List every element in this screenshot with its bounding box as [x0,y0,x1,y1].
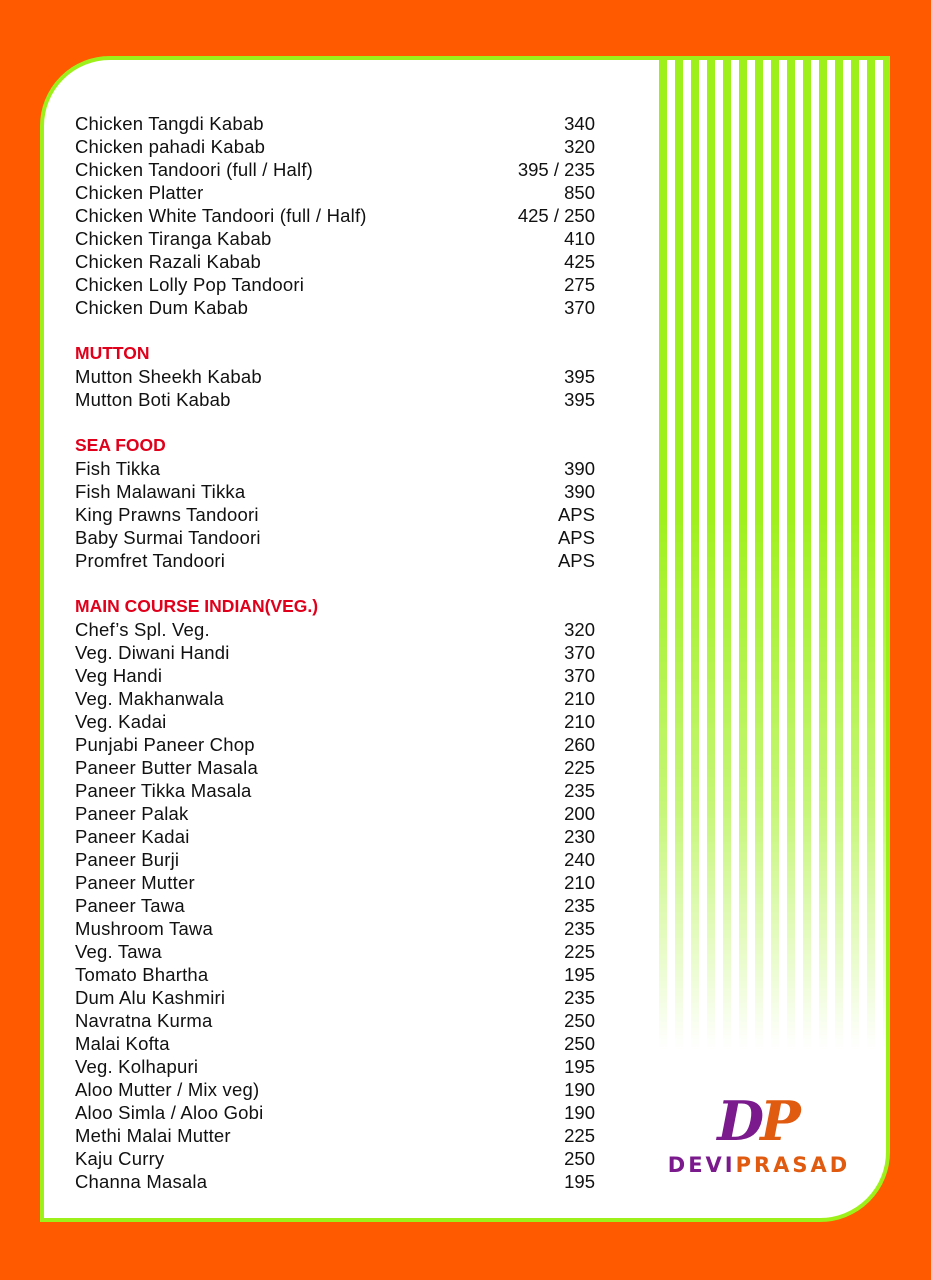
menu-item-price: 250 [564,1033,595,1054]
menu-item-row [75,917,595,940]
menu-item-price: 395 [564,389,595,410]
menu-item-name: Chicken Tandoori (full / Half) [75,159,314,180]
logo-mark [717,1089,801,1153]
brand-logo [659,1089,859,1177]
menu-item-price: 235 [564,780,595,801]
section-heading: MUTTON [75,343,150,363]
menu-item-name: Fish Malawani Tikka [75,481,246,502]
menu-item-price: 235 [564,918,595,939]
menu-item-row [75,227,595,250]
menu-item-row [75,204,595,227]
menu-item-name: Veg. Diwani Handi [75,642,230,663]
menu-item-row [75,1078,595,1101]
menu-item-name: Veg. Makhanwala [75,688,225,709]
menu-item-name: Punjabi Paneer Chop [75,734,255,755]
menu-item-row [75,181,595,204]
menu-item-row [75,1170,595,1193]
menu-item-row [75,135,595,158]
menu-item-row [75,365,595,388]
menu-item-row [75,1055,595,1078]
menu-item-name: Paneer Burji [75,849,180,870]
menu-item-price: 425 [564,251,595,272]
menu-item-row [75,1101,595,1124]
logo-wordmark [659,1153,859,1177]
menu-item-name: Promfret Tandoori [75,550,226,571]
menu-item-price: 225 [564,1125,595,1146]
menu-item-row [75,641,595,664]
menu-item-row [75,779,595,802]
menu-item-name: Dum Alu Kashmiri [75,987,226,1008]
menu-item-price: 190 [564,1102,595,1123]
menu-item-name: Paneer Tawa [75,895,185,916]
menu-item-price: 225 [564,941,595,962]
menu-item-name: Channa Masala [75,1171,208,1192]
logo-letter-d: D [717,1089,765,1153]
menu-item-row [75,1124,595,1147]
menu-item-row [75,825,595,848]
menu-item-price: 320 [564,136,595,157]
decorative-stripes [659,60,890,1050]
menu-item-row [75,710,595,733]
menu-item-name: Veg. Tawa [75,941,162,962]
menu-item-row [75,986,595,1009]
menu-item-row [75,480,595,503]
menu-item-name: Mutton Boti Kabab [75,389,231,410]
menu-item-name: Malai Kofta [75,1033,170,1054]
menu-item-row [75,963,595,986]
menu-item-name: Baby Surmai Tandoori [75,527,261,548]
menu-item-price: 850 [564,182,595,203]
menu-item-row [75,526,595,549]
menu-item-name: Aloo Mutter / Mix veg) [75,1079,260,1100]
menu-item-price: 370 [564,297,595,318]
menu-item-price: 230 [564,826,595,847]
menu-item-name: Paneer Kadai [75,826,190,847]
menu-item-row [75,1032,595,1055]
menu-item-price: 240 [564,849,595,870]
menu-item-price: 190 [564,1079,595,1100]
section-heading: MAIN COURSE INDIAN(VEG.) [75,596,319,616]
menu-item-name: Veg. Kadai [75,711,167,732]
menu-item-price: 370 [564,665,595,686]
menu-item-row [75,756,595,779]
menu-item-row [75,296,595,319]
menu-item-name: Fish Tikka [75,458,161,479]
menu-item-row [75,894,595,917]
menu-item-price: 370 [564,642,595,663]
menu-card [40,56,890,1222]
menu-item-name: Paneer Palak [75,803,189,824]
menu-item-price: 200 [564,803,595,824]
menu-item-row [75,388,595,411]
logo-wordmark-first: DEVI [667,1153,736,1177]
menu-item-name: King Prawns Tandoori [75,504,259,525]
menu-item-row [75,457,595,480]
menu-item-price: 275 [564,274,595,295]
menu-item-price: APS [557,550,595,571]
menu-item-price: 195 [564,964,595,985]
section-heading: SEA FOOD [75,435,166,455]
menu-list [75,112,595,1193]
menu-item-name: Mutton Sheekh Kabab [75,366,262,387]
menu-item-price: 320 [564,619,595,640]
menu-item-row [75,503,595,526]
menu-item-price: 235 [564,895,595,916]
menu-item-price: 390 [564,481,595,502]
menu-item-name: Paneer Mutter [75,872,195,893]
menu-item-name: Chicken Tiranga Kabab [75,228,272,249]
menu-item-row [75,618,595,641]
menu-item-row [75,273,595,296]
menu-item-price: 210 [564,711,595,732]
menu-item-price: 410 [564,228,595,249]
menu-item-row [75,549,595,572]
menu-item-price: APS [557,527,595,548]
menu-item-row [75,1147,595,1170]
menu-item-row [75,158,595,181]
menu-item-name: Chicken Dum Kabab [75,297,249,318]
menu-item-name: Chicken Lolly Pop Tandoori [75,274,305,295]
menu-item-price: 225 [564,757,595,778]
menu-item-name: Mushroom Tawa [75,918,213,939]
menu-item-price: 235 [564,987,595,1008]
menu-item-price: 210 [564,872,595,893]
menu-item-name: Tomato Bhartha [75,964,209,985]
menu-item-name: Chicken Tangdi Kabab [75,113,264,134]
menu-item-price: 210 [564,688,595,709]
menu-item-row [75,802,595,825]
menu-item-row [75,687,595,710]
menu-item-row [75,848,595,871]
menu-item-name: Chicken White Tandoori (full / Half) [75,205,367,226]
menu-item-price: 340 [564,113,595,134]
menu-item-price: 395 / 235 [517,159,595,180]
menu-item-price: 195 [564,1171,595,1192]
logo-letter-p: P [760,1089,801,1153]
logo-wordmark-second: PRASAD [735,1153,851,1177]
menu-item-row [75,733,595,756]
menu-item-name: Veg. Kolhapuri [75,1056,199,1077]
menu-item-price: 390 [564,458,595,479]
menu-item-name: Kaju Curry [75,1148,165,1169]
menu-item-name: Chicken Razali Kabab [75,251,262,272]
menu-item-price: 250 [564,1010,595,1031]
menu-item-row [75,112,595,135]
menu-item-name: Paneer Butter Masala [75,757,258,778]
menu-item-row [75,250,595,273]
menu-item-price: 395 [564,366,595,387]
menu-item-name: Navratna Kurma [75,1010,213,1031]
menu-item-row [75,871,595,894]
menu-item-name: Chef’s Spl. Veg. [75,619,210,640]
menu-item-name: Paneer Tikka Masala [75,780,252,801]
menu-item-price: 250 [564,1148,595,1169]
menu-item-name: Chicken pahadi Kabab [75,136,266,157]
menu-item-name: Aloo Simla / Aloo Gobi [75,1102,264,1123]
menu-item-price: APS [557,504,595,525]
menu-item-row [75,664,595,687]
menu-item-price: 260 [564,734,595,755]
menu-item-price: 195 [564,1056,595,1077]
menu-item-name: Methi Malai Mutter [75,1125,231,1146]
menu-item-name: Chicken Platter [75,182,204,203]
menu-item-price: 425 / 250 [517,205,595,226]
menu-item-name: Veg Handi [75,665,163,686]
menu-item-row [75,1009,595,1032]
menu-item-row [75,940,595,963]
